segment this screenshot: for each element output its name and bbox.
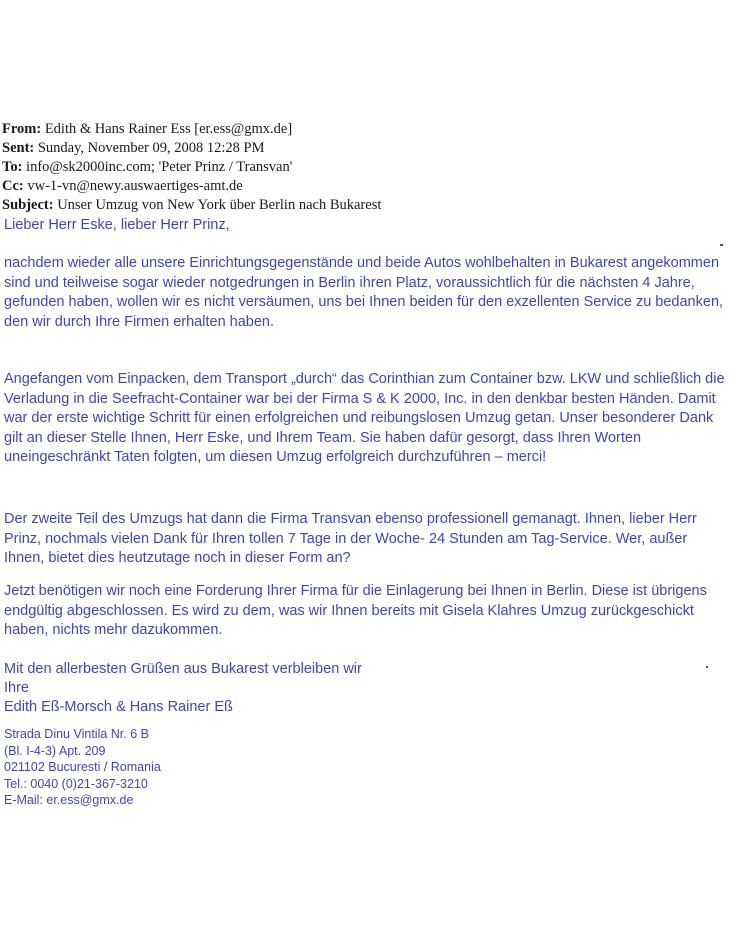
sent-row — [2, 139, 381, 158]
from-row — [2, 120, 381, 139]
email-header — [2, 120, 381, 215]
sent-value: Sunday, November 09, 2008 12:28 PM — [37, 140, 265, 156]
paragraph-4: Jetzt benötigen wir noch eine Forderung Ihrer Firma für die Einlagerung bei Ihnen in Berlin. Diese ist übrigens endgültig abgeschlossen. Es wird zu dem, was wir Ihnen bereits mit Gisela Klahres Umzug zurückgeschickt haben, nichts mehr dazukommen. — [4, 583, 707, 638]
closing-line: Mit den allerbesten Grüßen aus Bukarest verbleiben wir — [4, 661, 362, 677]
address-email: E-Mail: er.ess@gmx.de — [4, 793, 134, 807]
subject-value: Unser Umzug von New York über Berlin nach Bukarest — [57, 197, 382, 213]
from-value: Edith & Hans Rainer Ess [er.ess@gmx.de] — [44, 121, 293, 137]
to-row — [2, 158, 381, 177]
greeting: Lieber Herr Eske, lieber Herr Prinz, — [4, 217, 230, 233]
cc-row — [2, 177, 381, 196]
address-street: Strada Dinu Vintila Nr. 6 B — [4, 727, 149, 741]
closing-ihre: Ihre — [4, 680, 29, 696]
signature-names: Edith Eß-Morsch & Hans Rainer Eß — [4, 699, 233, 715]
from-label: From: — [2, 121, 42, 137]
cc-value: vw-1-vn@newy.auswaertiges-amt.de — [27, 178, 243, 194]
scan-speck — [720, 244, 723, 246]
address-block — [4, 726, 161, 809]
paragraph-2: Angefangen vom Einpacken, dem Transport „durch“ das Corinthian zum Container bzw. LKW und schließlich die Verladung in die Seefracht-Container war bei der Firma S & K 2000, Inc. in den denkbar besten Händen. Damit war der erste wichtige Schritt für einen erfolgreichen und reibungslosen Umzug getan. Unser besonderer Dank gilt an dieser Stelle Ihnen, Herr Eske, und Ihrem Team. Sie haben dafür gesorgt, dass Ihren Worten uneingeschränkt Taten folgten, um diesen Umzug erfolgreich durchzuführen – merci! — [4, 371, 725, 465]
address-building: (Bl. I-4-3) Apt. 209 — [4, 743, 106, 758]
address-phone: Tel.: 0040 (0)21-367-3210 — [4, 776, 148, 791]
subject-row — [2, 196, 381, 215]
address-city: 021102 Bucuresti / Romania — [4, 760, 161, 774]
cc-label: Cc: — [2, 178, 24, 194]
sent-label: Sent: — [2, 140, 35, 156]
to-value: info@sk2000inc.com; 'Peter Prinz / Transvan' — [26, 159, 293, 175]
scan-speck — [706, 666, 708, 668]
to-label: To: — [2, 159, 23, 175]
paragraph-3: Der zweite Teil des Umzugs hat dann die Firma Transvan ebenso professionell gemanagt. Ihnen, lieber Herr Prinz, nochmals vielen Dank für Ihren tollen 7 Tage in der Woche- 24 Stunden am Tag-Service. Wer, außer Ihnen, bietet dies heutzutage noch in dieser Form an? — [4, 511, 697, 566]
paragraph-1: nachdem wieder alle unsere Einrichtungsgegenstände und beide Autos wohlbehalten in Bukarest angekommen sind und teilweise sogar wieder notgedrungen in Berlin ihren Platz, voraussichtlich für die nächsten 4 Jahre, gefunden haben, wollen wir es nicht versäumen, uns bei Ihnen beiden für den exzellenten Service zu bedanken, den wir durch Ihre Firmen erhalten haben. — [4, 255, 724, 330]
subject-label: Subject: — [2, 197, 54, 213]
